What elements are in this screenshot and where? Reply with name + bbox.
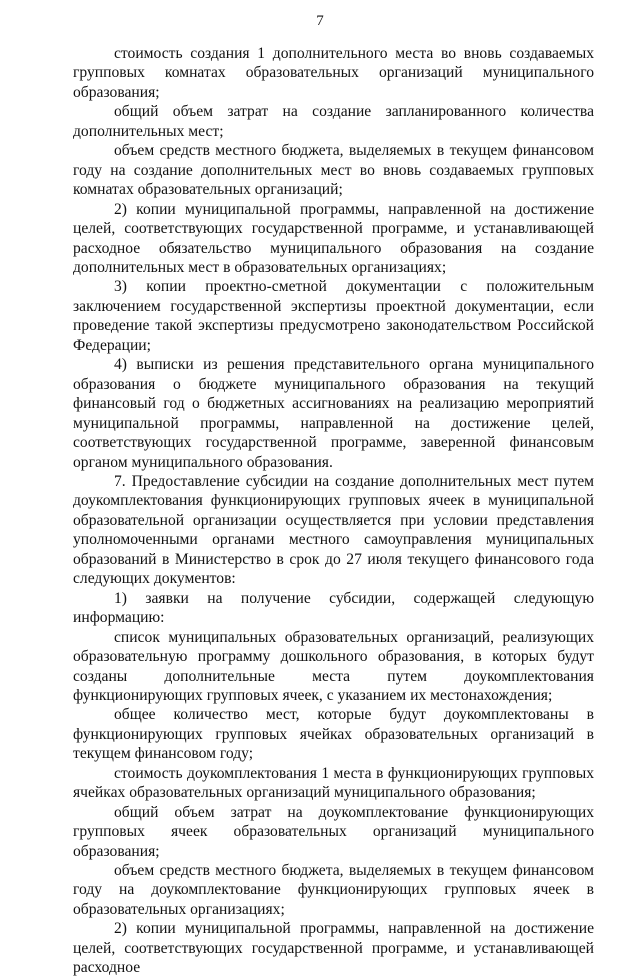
paragraph: стоимость доукомплектования 1 места в функционирующих групповых ячейках образовательных организаций муниципального образования; bbox=[73, 764, 594, 802]
paragraph: 7. Предоставление субсидии на создание дополнительных мест путем доукомплектования функционирующих групповых ячеек в муниципальной образовательной организации осуществляется при условии представления уполномоченными органами местного самоуправления муниципальных образований в Министерство в срок до 27 июля текущего финансового года следующих документов: bbox=[73, 472, 594, 588]
page-number: 7 bbox=[316, 13, 324, 29]
paragraph: общий объем затрат на создание запланированного количества дополнительных мест; bbox=[73, 103, 594, 140]
paragraph: 4) выписки из решения представительного органа муниципального образования о бюджете муниципального образования на текущий финансовый год о бюджетных ассигнованиях на реализацию мероприятий муниципальной программы, направленной на достижение целей, соответствующих государственной программе, заверенной финансовым органом муниципального образования. bbox=[73, 356, 594, 471]
paragraph: 2) копии муниципальной программы, направленной на достижение целей, соответствующих государственной программе, и устанавливающей расходное обязательство муниципального образования на создание дополнительных мест в образовательных организациях; bbox=[73, 200, 594, 276]
paragraph: общее количество мест, которые будут доукомплектованы в функционирующих групповых ячейках образовательных организаций в текущем финансовом году; bbox=[73, 706, 594, 763]
paragraph: объем средств местного бюджета, выделяемых в текущем финансовом году на создание дополнительных мест во вновь создаваемых групповых комнатах образовательных организаций; bbox=[73, 142, 594, 199]
paragraph: список муниципальных образовательных организаций, реализующих образовательную программу дошкольного образования, в которых будут созданы дополнительные места путем доукомплектования функционирующих групповых ячеек, с указанием их местонахождения; bbox=[73, 628, 594, 704]
paragraph: 1) заявки на получение субсидии, содержащей следующую информацию: bbox=[73, 589, 594, 627]
document-body bbox=[73, 44, 594, 978]
paragraph: 2) копии муниципальной программы, направленной на достижение целей, соответствующих государственной программе, и устанавливающей расходное bbox=[73, 920, 594, 977]
paragraph: 3) копии проектно-сметной документации с положительным заключением государственной экспертизы проектной документации, если проведение такой экспертизы предусмотрено законодательством Российской Федерации; bbox=[73, 278, 594, 354]
paragraph: общий объем затрат на доукомплектование функционирующих групповых ячеек образовательных организаций муниципального образования; bbox=[73, 803, 594, 860]
paragraph: стоимость создания 1 дополнительного места во вновь создаваемых групповых комнатах образовательных организаций муниципального образования; bbox=[73, 45, 594, 101]
paragraph: объем средств местного бюджета, выделяемых в текущем финансовом году на доукомплектование функционирующих групповых ячеек в образовательных организациях; bbox=[73, 862, 594, 918]
